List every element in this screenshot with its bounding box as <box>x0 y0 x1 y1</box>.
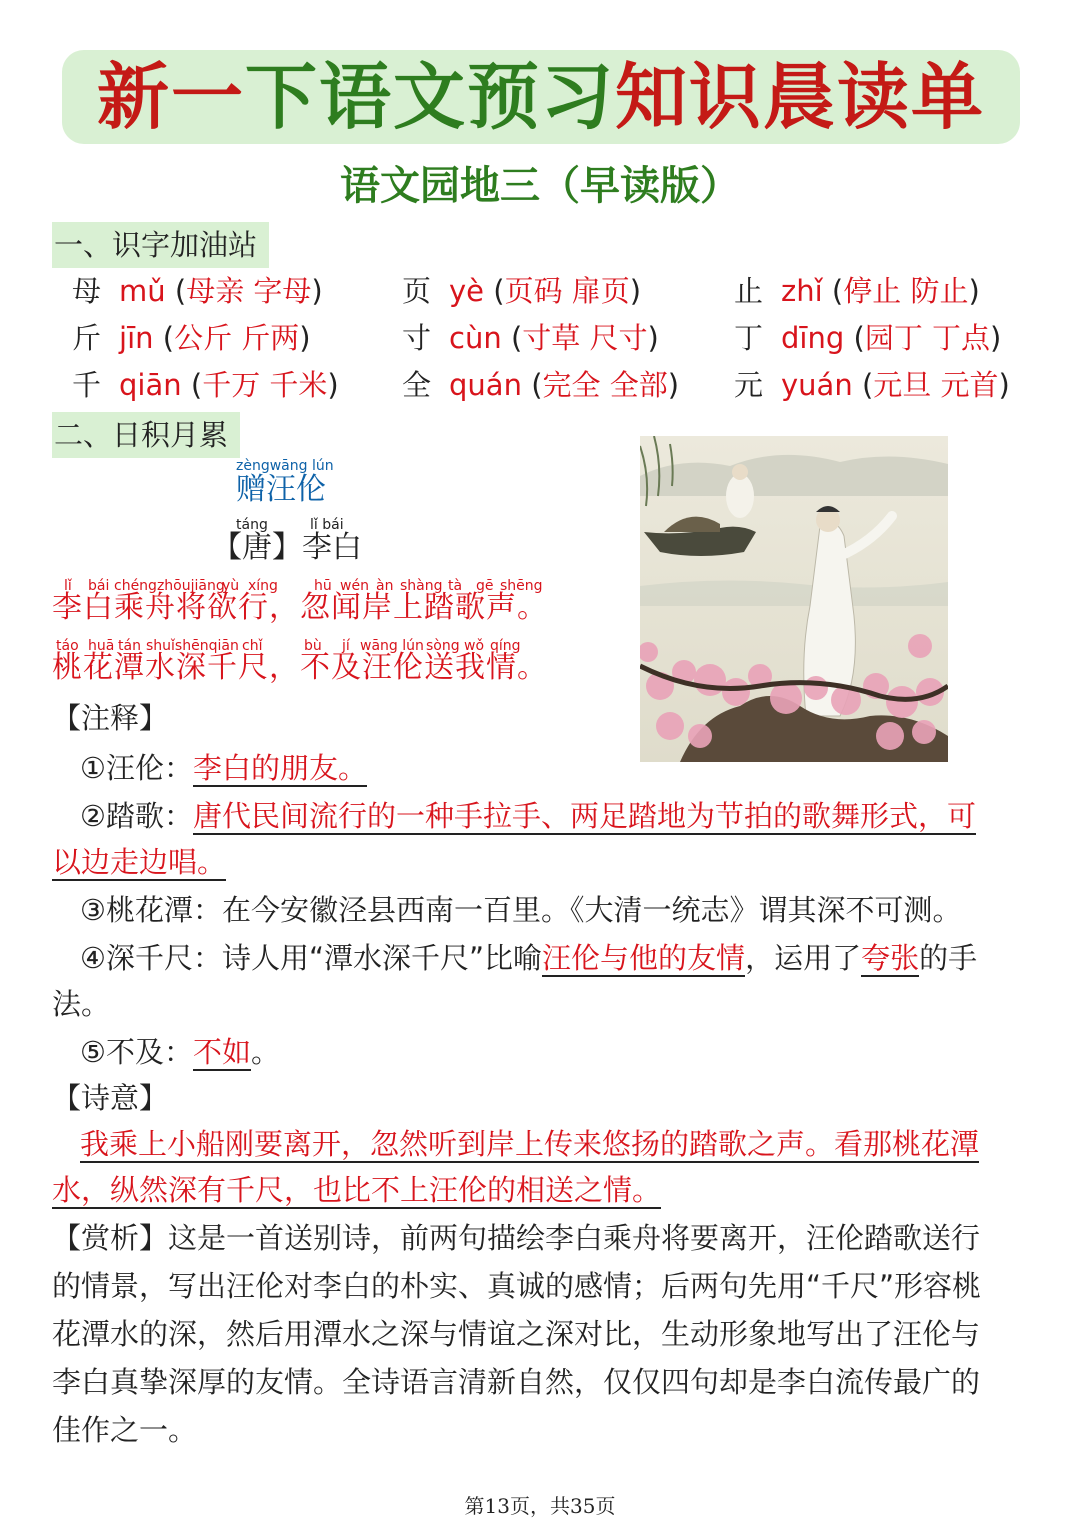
note-answer: 夸张 <box>861 941 920 975</box>
char-cell: 丁 dīng (园丁 丁点) <box>734 321 1002 355</box>
author-pinyin: lǐ bái <box>310 517 344 533</box>
note-text: 的手 <box>919 941 978 975</box>
analysis-line-5: 佳作之一。 <box>52 1413 198 1447</box>
pinyin: shàng <box>400 578 443 594</box>
pinyin: hū <box>314 578 332 594</box>
section-heading-2: 二、日积月累 <box>52 412 240 458</box>
note-label: ④深千尺：诗人用“潭水深千尺”比喻 <box>80 941 543 975</box>
pinyin: chǐ <box>242 638 263 654</box>
char-row-1 <box>0 268 1080 314</box>
title-part-1: 新一下语文预习 <box>96 54 615 139</box>
note-label: ①汪伦： <box>80 751 193 785</box>
char-cell: 页 yè (页码 扉页) <box>402 274 642 308</box>
analysis-line-2: 的情景，写出汪伦对李白的朴实、真诚的感情；后两句先用“千尺”形容桃 <box>52 1269 982 1303</box>
note-label: ⑤不及： <box>80 1035 193 1069</box>
pinyin: shēng <box>500 578 543 594</box>
title-part-2: 知识晨读单 <box>615 54 986 139</box>
poem-title-pinyin: zèngwāng lún <box>236 458 334 474</box>
note-5 <box>80 1028 980 1076</box>
pinyin: huā <box>88 638 115 654</box>
meaning-text: 水，纵然深有千尺，也比不上汪伦的相送之情。 <box>52 1173 662 1207</box>
note-label: ②踏歌： <box>80 799 193 833</box>
subtitle: 语文园地三（早读版） <box>340 163 740 209</box>
pinyin: qíng <box>490 638 521 654</box>
char-cell: 寸 cùn (寸草 尺寸) <box>402 321 659 355</box>
char-row-2 <box>0 315 1080 361</box>
char-cell: 全 quán (完全 全部) <box>402 368 680 402</box>
note-2-cont <box>52 838 1032 886</box>
note-answer: 唐代民间流行的一种手拉手、两足踏地为节拍的歌舞形式，可 <box>193 799 977 833</box>
poem-title: 赠汪伦 <box>236 472 326 507</box>
poem-line-1: 李白乘舟将欲行，忽闻岸上踏歌声。 <box>52 590 548 625</box>
pinyin: sòng <box>426 638 460 654</box>
char-row-3 <box>0 362 1080 408</box>
analysis-line-4: 李白真挚深厚的友情。全诗语言清新自然，仅仅四句却是李白流传最广的 <box>52 1365 981 1399</box>
note-2 <box>80 792 1040 840</box>
char-cell: 止 zhǐ (停止 防止) <box>734 274 980 308</box>
pinyin: tà <box>448 578 463 594</box>
note-text: ，运用了 <box>745 941 862 975</box>
meaning-heading: 【诗意】 <box>52 1081 169 1115</box>
pinyin: shuǐshēnqiān <box>146 638 239 654</box>
pinyin: chéngzhōujiāng <box>114 578 225 594</box>
note-4 <box>80 934 1040 982</box>
meaning-line-1 <box>80 1120 1040 1168</box>
notes-heading: 【注释】 <box>52 701 169 735</box>
poem-line-2: 桃花潭水深千尺，不及汪伦送我情。 <box>52 650 548 685</box>
pinyin: bù <box>304 638 322 654</box>
pinyin: wāng lún <box>360 638 424 654</box>
pinyin: tán <box>118 638 141 654</box>
note-4-cont: 法。 <box>52 987 111 1021</box>
dynasty-pinyin: táng <box>236 517 268 533</box>
pinyin: táo <box>56 638 79 654</box>
pinyin: wǒ <box>464 638 485 654</box>
pinyin: jí <box>342 638 350 654</box>
char-cell: 斤 jīn (公斤 斤两) <box>72 321 311 355</box>
pinyin: àn <box>376 578 394 594</box>
analysis-line-3: 花潭水的深，然后用潭水之深与情谊之深对比，生动形象地写出了汪伦与 <box>52 1317 981 1351</box>
note-answer: 李白的朋友。 <box>193 751 368 785</box>
note-answer: 不如 <box>193 1035 252 1069</box>
pinyin: wén <box>340 578 369 594</box>
note-1 <box>80 744 980 792</box>
page-title <box>62 56 1020 138</box>
page-footer: 第13页，共35页 <box>464 1494 616 1518</box>
note-answer: 汪伦与他的友情 <box>542 941 746 975</box>
char-cell: 母 mǔ (母亲 字母) <box>72 274 323 308</box>
title-banner <box>62 50 1020 144</box>
pinyin: bái <box>88 578 110 594</box>
meaning-line-2 <box>52 1166 1032 1214</box>
poem-author: 【唐】李白 <box>212 530 362 565</box>
note-answer: 以边走边唱。 <box>52 845 227 879</box>
note-text: 。 <box>251 1035 281 1069</box>
pinyin: yù <box>222 578 240 594</box>
char-cell: 千 qiān (千万 千米) <box>72 368 339 402</box>
meaning-text: 我乘上小船刚要离开，忽然听到岸上传来悠扬的踏歌之声。看那桃花潭 <box>80 1127 980 1161</box>
pinyin: xíng <box>248 578 278 594</box>
char-cell: 元 yuán (元旦 元首) <box>734 368 1010 402</box>
pinyin: lǐ <box>64 578 72 594</box>
analysis-line-1: 【赏析】这是一首送别诗，前两句描绘李白乘舟将要离开，汪伦踏歌送行 <box>52 1221 981 1255</box>
note-3: ③桃花潭：在今安徽泾县西南一百里。《大清一统志》谓其深不可测。 <box>80 893 962 927</box>
section-heading-1: 一、识字加油站 <box>52 222 269 268</box>
pinyin: gē <box>476 578 494 594</box>
